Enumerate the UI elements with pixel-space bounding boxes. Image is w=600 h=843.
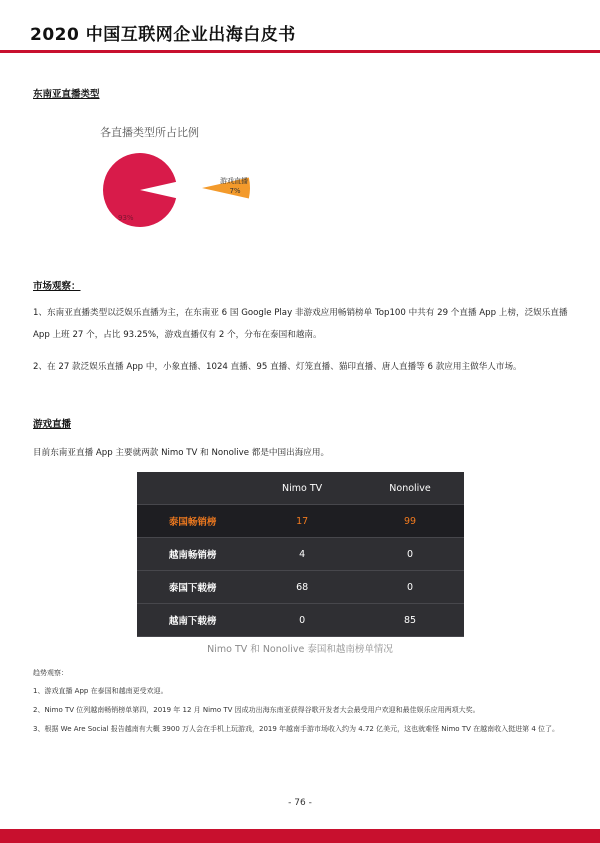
pie-chart	[100, 150, 300, 230]
table-header-cell: Nonolive	[356, 472, 464, 505]
footer-bar	[0, 829, 600, 843]
chart-title: 各直播类型所占比例	[100, 126, 199, 139]
document-title: 2020 中国互联网企业出海白皮书	[30, 25, 296, 45]
trend-item: 2、Nimo TV 位列越南畅销榜单第四，2019 年 12 月 Nimo TV 因成功出海东南亚获得谷歌开发者大会最受用户欢迎和最佳娱乐应用两项大奖。	[33, 706, 480, 714]
table-cell: 4	[248, 538, 356, 571]
table-row	[137, 571, 464, 604]
market-paragraph-2: 2、在 27 款泛娱乐直播 App 中，小象直播、1024 直播、95 直播、灯笼直播、猫印直播、唐人直播等 6 款应用主做华人市场。	[33, 362, 522, 372]
table-caption: Nimo TV 和 Nonolive 泰国和越南榜单情况	[207, 644, 393, 655]
trends-heading: 趋势观察：	[33, 669, 68, 677]
table-cell: 0	[356, 538, 464, 571]
table-row	[137, 538, 464, 571]
section-heading-live-types: 东南亚直播类型	[33, 89, 100, 100]
table-row	[137, 604, 464, 637]
table-header-cell	[137, 472, 248, 505]
table-row-label: 越南畅销榜	[137, 538, 248, 571]
table-header-row	[137, 472, 464, 505]
section-heading-game-live: 游戏直播	[33, 419, 72, 430]
game-intro: 目前东南亚直播 App 主要就两款 Nimo TV 和 Nonolive 都是中国出海应用。	[33, 448, 330, 458]
table-row	[137, 505, 464, 538]
table-cell: 99	[356, 505, 464, 538]
table-header-cell: Nimo TV	[248, 472, 356, 505]
table-cell: 0	[248, 604, 356, 637]
trend-item: 1、游戏直播 App 在泰国和越南更受欢迎。	[33, 687, 168, 695]
pie-value-game-live: 7%	[229, 187, 241, 195]
page-number: - 76 -	[288, 798, 312, 808]
ranking-table	[137, 472, 464, 637]
table-cell: 17	[248, 505, 356, 538]
table-row-label: 泰国下载榜	[137, 571, 248, 604]
table-cell: 85	[356, 604, 464, 637]
table-cell: 68	[248, 571, 356, 604]
market-paragraph-1: 1、东南亚直播类型以泛娱乐直播为主，在东南亚 6 国 Google Play 非游戏应用畅销榜单 Top100 中共有 29 个直播 App 上榜，泛娱乐直播 App 上班 27 个，占比 93.25%，游戏直播仅有 2 个，分布在泰国和越南。	[33, 308, 568, 340]
pie-value-entertainment: 93%	[118, 214, 134, 222]
table-cell: 0	[356, 571, 464, 604]
pie-slice-entertainment	[103, 153, 176, 227]
trend-item: 3、根据 We Are Social 报告越南有大概 3900 万人会在手机上玩游戏，2019 年越南手游市场收入约为 4.72 亿美元，这也就难怪 Nimo TV 在越南收入挺进第 4 位了。	[33, 725, 560, 733]
header-divider	[0, 50, 600, 53]
section-heading-market: 市场观察：	[33, 281, 81, 292]
table-row-label: 泰国畅销榜	[137, 505, 248, 538]
pie-label-game-live: 游戏直播	[220, 177, 248, 185]
table-row-label: 越南下载榜	[137, 604, 248, 637]
